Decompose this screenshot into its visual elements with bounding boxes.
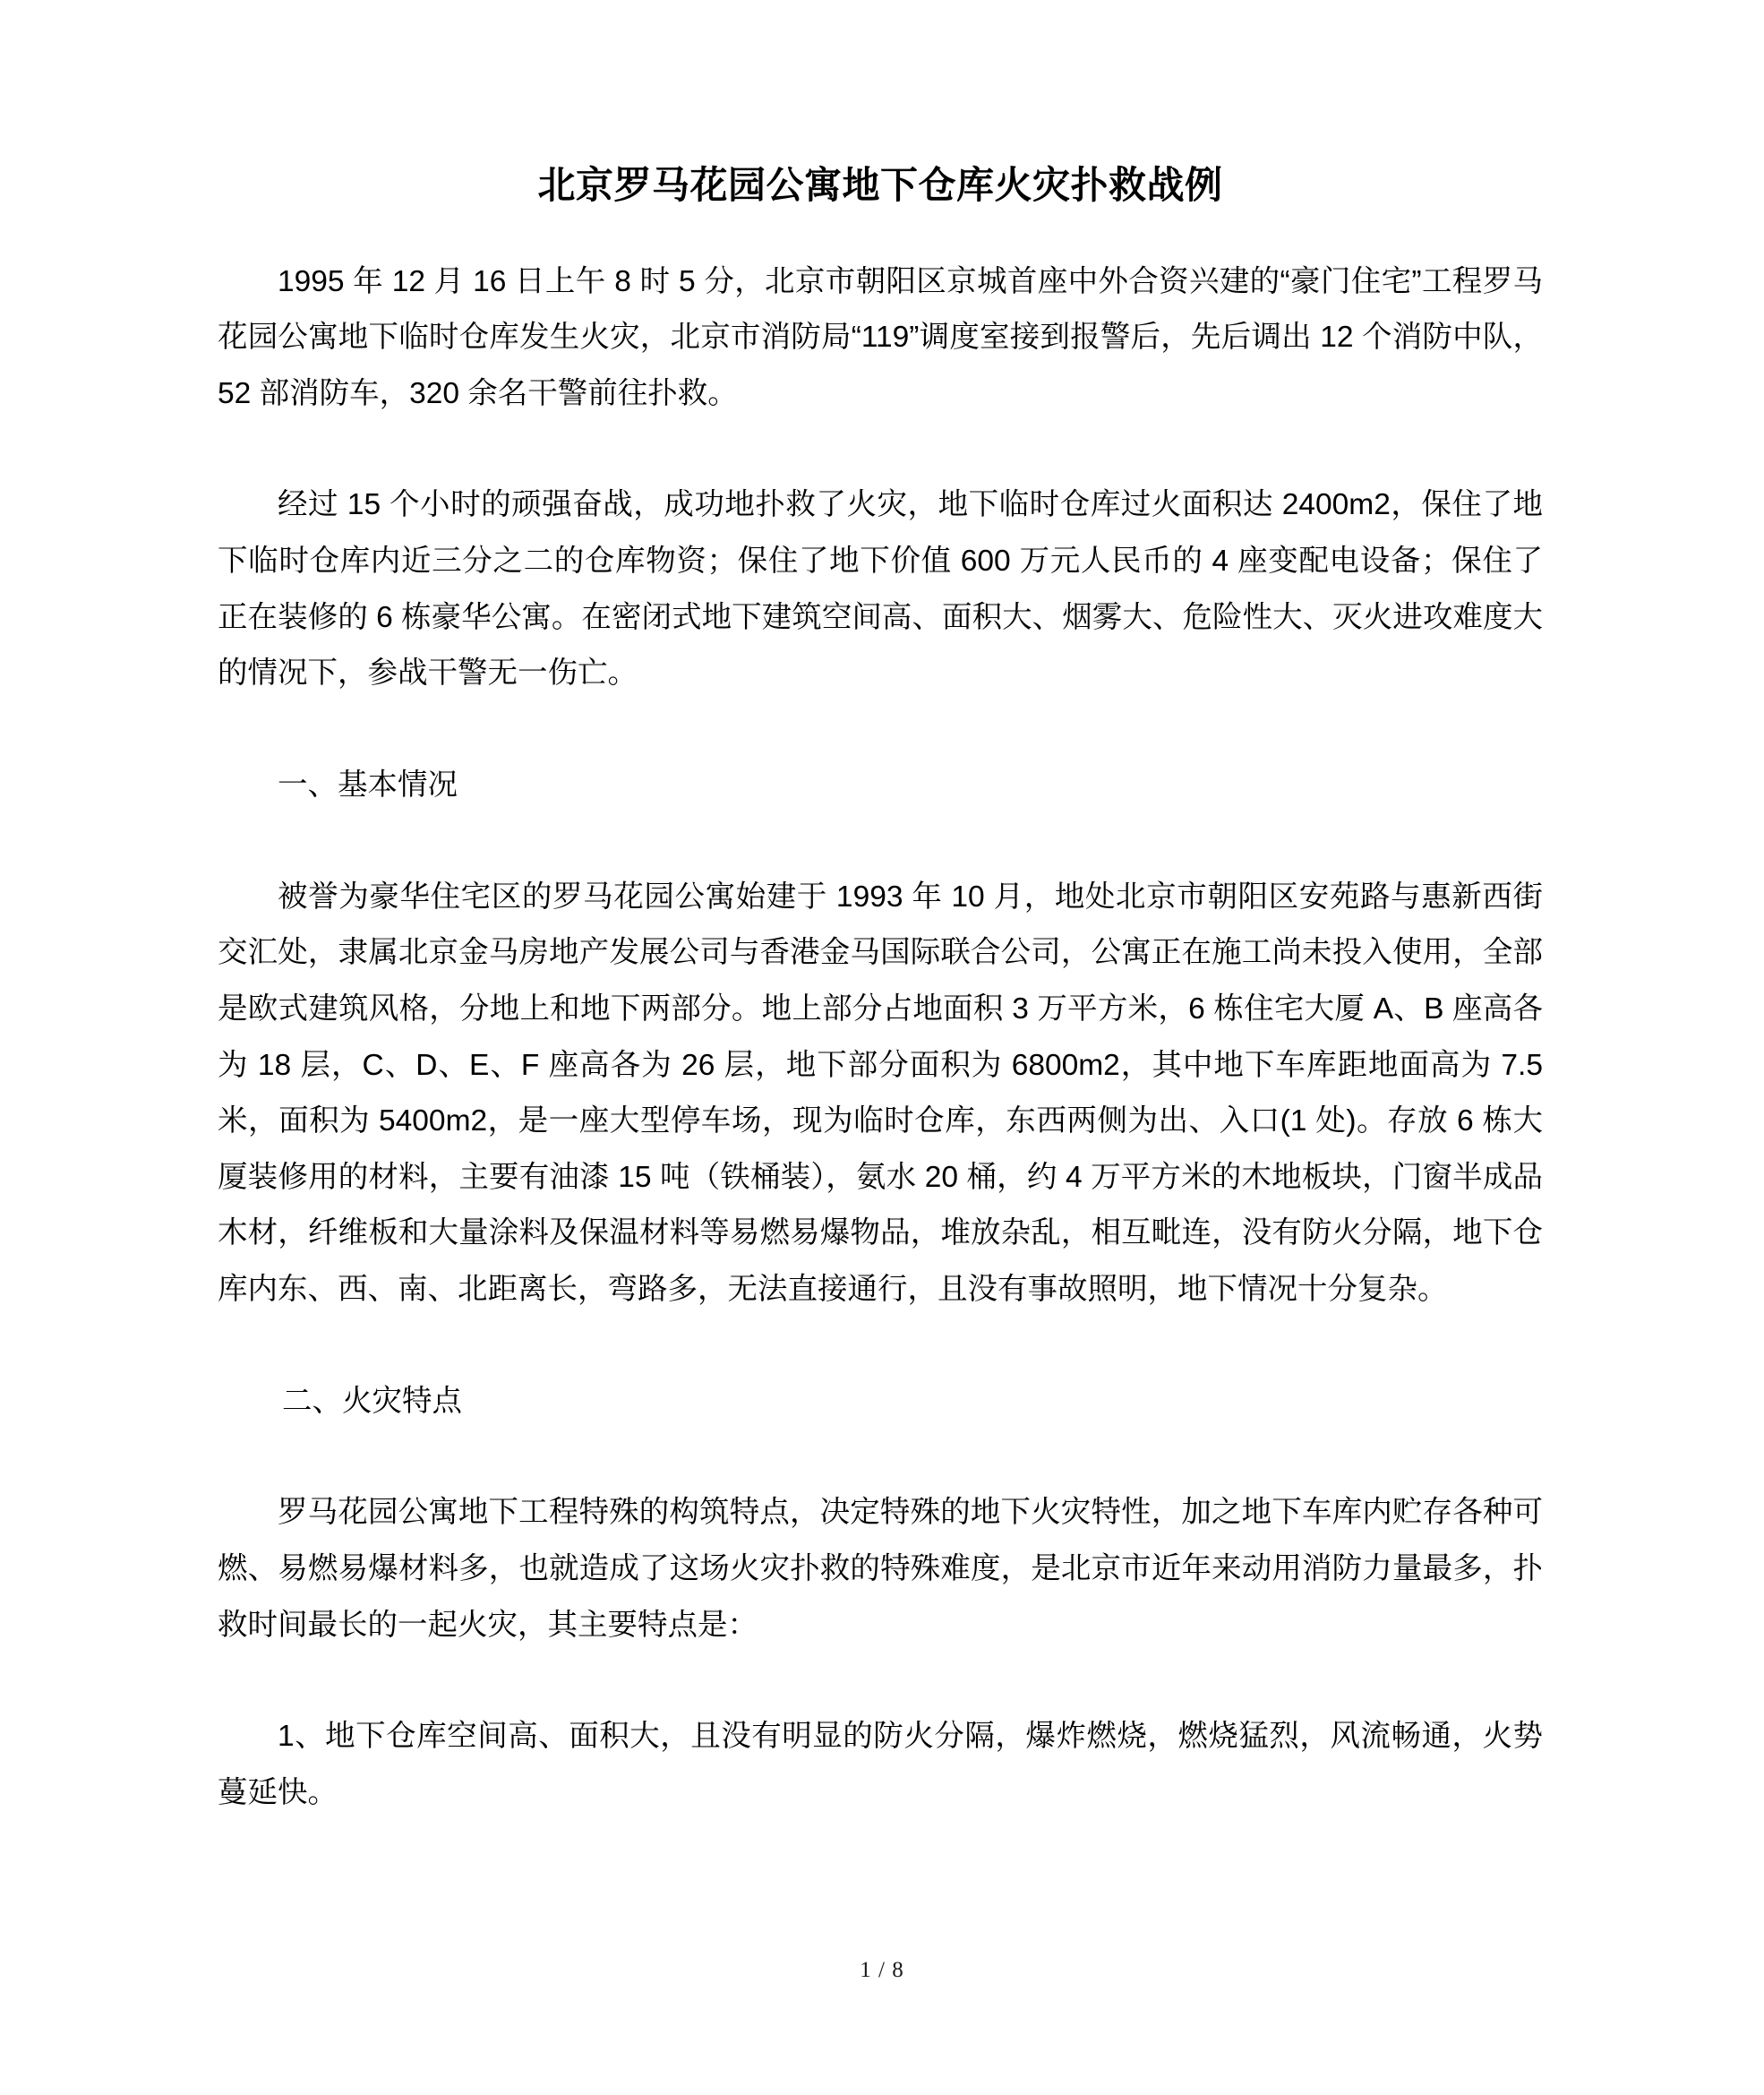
page-title: 北京罗马花园公寓地下仓库火灾扑救战例 xyxy=(537,164,1223,206)
spacer xyxy=(218,1318,1543,1374)
spacer xyxy=(218,210,1543,254)
page-footer-number: 1 / 8 xyxy=(860,1958,904,1982)
spacer xyxy=(218,1653,1543,1709)
section-heading-basic-situation: 一、基本情况 xyxy=(278,768,458,802)
spacer xyxy=(218,1430,1543,1485)
spacer xyxy=(218,422,1543,477)
spacer xyxy=(218,814,1543,870)
page-content xyxy=(218,0,1543,1822)
paragraph-outcome-summary: 经过 15 个小时的顽强奋战，成功地扑救了火灾，地下临时仓库过火面积达 2400m2，保住了地下临时仓库内近三分之二的仓库物资；保住了地下价值 600 万元人民币的 4 座变配电设备；保住了正在装修的 6 栋豪华公寓。在密闭式地下建筑空间高、面积大、烟雾大、危险性大、灭火进攻难度大的情况下，参战干警无一伤亡。 xyxy=(218,488,1543,691)
paragraph-fire-difficulty: 罗马花园公寓地下工程特殊的构筑特点，决定特殊的地下火灾特性，加之地下车库内贮存各种可燃、易燃易爆材料多，也就造成了这场火灾扑救的特殊难度，是北京市近年来动用消防力量最多，扑救时间最长的一起火灾，其主要特点是： xyxy=(218,1496,1543,1642)
paragraph-incident-summary: 1995 年 12 月 16 日上午 8 时 5 分，北京市朝阳区京城首座中外合资兴建的“豪门住宅”工程罗马花园公寓地下临时仓库发生火灾，北京市消防局“119”调度室接到报警后，先后调出 12 个消防中队，52 部消防车，320 余名干警前往扑救。 xyxy=(218,264,1543,410)
spacer xyxy=(218,702,1543,758)
paragraph-building-description: 被誉为豪华住宅区的罗马花园公寓始建于 1993 年 10 月，地处北京市朝阳区安苑路与惠新西街交汇处，隶属北京金马房地产发展公司与香港金马国际联合公司，公寓正在施工尚未投入使用，全部是欧式建筑风格，分地上和地下两部分。地上部分占地面积 3 万平方米，6 栋住宅大厦 A、B 座高各为 18 层，C、D、E、F 座高各为 26 层，地下部分面积为 6800m2，其中地下车库距地面高为 7.5 米，面积为 5400m2，是一座大型停车场，现为临时仓库，东西两侧为出、入口(1 处)。存放 6 栋大厦装修用的材料，主要有油漆 15 吨（铁桶装），氨水 20 桶，约 4 万平方米的木地板块，门窗半成品木材，纤维板和大量涂料及保温材料等易燃易爆物品，堆放杂乱，相互毗连，没有防火分隔，地下仓库内东、西、南、北距离长，弯路多，无法直接通行，且没有事故照明，地下情况十分复杂。 xyxy=(218,880,1543,1307)
section-heading-fire-characteristics: 二、火灾特点 xyxy=(282,1384,463,1418)
paragraph-characteristic-item-1: 1、地下仓库空间高、面积大，且没有明显的防火分隔，爆炸燃烧，燃烧猛烈，风流畅通，火势蔓延快。 xyxy=(218,1720,1543,1809)
